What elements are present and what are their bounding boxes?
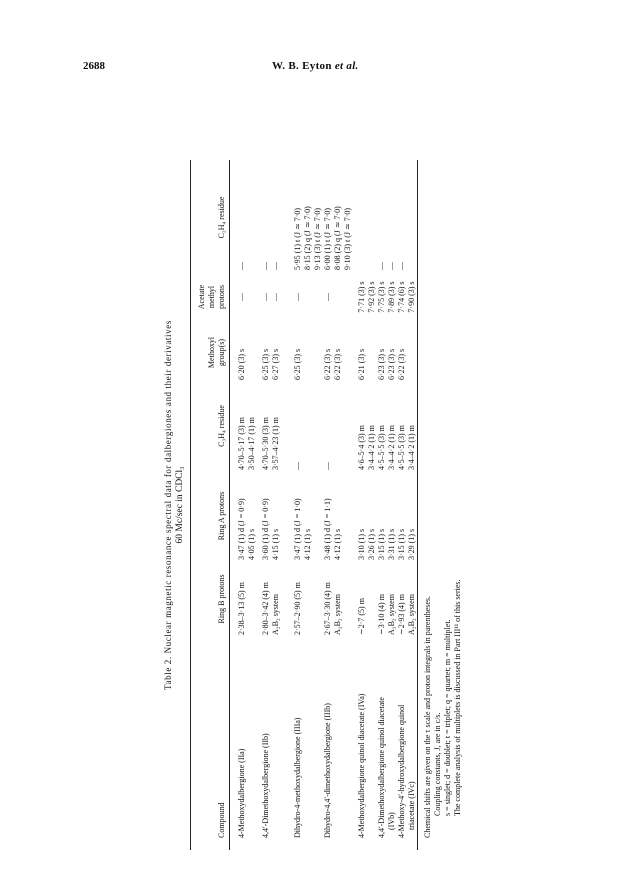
table-cell-compound: [293, 638, 303, 838]
column-header-line: Ring A protons: [217, 491, 226, 541]
column-header-line: Ring B protons: [217, 574, 226, 624]
table-cell-ring-b: [237, 563, 247, 635]
cell-line: —: [271, 293, 280, 301]
table-cell-c2h4: [323, 165, 353, 270]
table-cell-c3h4: [261, 382, 281, 470]
table-title: Table 2. Nuclear magnetic resonance spectral data for dalbergiones and their derivatives: [163, 320, 173, 690]
column-header-line: group(s): [217, 338, 226, 367]
cell-line: 7·92 (3) s: [367, 281, 376, 313]
cell-line: Dihydro-4,4′-dimethoxydalbergione (IIIb): [323, 703, 332, 838]
cell-line: —: [397, 262, 406, 270]
table-cell-ring-b: [377, 563, 397, 635]
cell-line: 4,4′-Dimethoxydalbergione (IIb): [261, 733, 270, 838]
column-header-line: C₂H₄ residue: [217, 196, 226, 239]
cell-line: 7·75 (3) s: [377, 281, 386, 313]
table-cell-acetate: [357, 272, 377, 322]
table-cell-c2h4: [261, 165, 281, 270]
cell-line: 6·25 (3) s: [261, 348, 270, 380]
column-header-acetate: [193, 272, 227, 322]
cell-line: ∼3·10 (4) m: [377, 594, 386, 635]
table-cell-ring-b: [293, 563, 303, 635]
page-number: 2688: [83, 60, 105, 72]
cell-line: 3·29 (1) s: [407, 528, 416, 560]
table-cell-compound: [237, 638, 247, 838]
cell-line: 6·23 (3) s: [387, 348, 396, 380]
footnote-line: s = singlet; d = doublet; t = triplet; q = quartet; m = multiplet.: [443, 619, 452, 816]
table-cell-acetate: [261, 272, 281, 322]
cell-line: 4·05 (1) s: [247, 528, 256, 560]
cell-line: 9·13 (3) t (J ≃ 7·0): [313, 207, 322, 270]
running-head: [272, 60, 359, 72]
footnote-line: Coupling constants, J, are in c/s.: [433, 712, 442, 816]
cell-line: Dihydro-4-methoxydalbergione (IIIa): [293, 717, 302, 838]
cell-line: 2·67–3·30 (4) m: [323, 582, 332, 635]
cell-line: 3·10 (1) s: [357, 528, 366, 560]
table-bottom-rule: [417, 160, 418, 850]
cell-line: 6·00 (1) t (J ≃ 7·0): [323, 207, 332, 270]
column-header-c2h4: [193, 165, 227, 270]
table-cell-methoxyl: [237, 325, 247, 380]
table-cell-ring-b: [323, 563, 343, 635]
table-cell-c3h4: [397, 382, 417, 470]
cell-line: 9·10 (3) t (J ≃ 7·0): [343, 207, 352, 270]
nmr-table: [145, 160, 475, 850]
cell-line: —: [261, 262, 270, 270]
cell-line: 3·26 (1) s: [367, 528, 376, 560]
table-cell-ring-b: [261, 563, 281, 635]
table-cell-acetate: [323, 272, 333, 322]
table-cell-compound: [397, 638, 417, 838]
cell-line: 3·31 (1) s: [387, 528, 396, 560]
cell-line: (IVb): [387, 812, 396, 830]
table-cell-ring-a: [397, 472, 417, 560]
cell-line: —: [323, 293, 332, 301]
table-cell-acetate: [237, 272, 247, 322]
cell-line: 6·22 (3) s: [323, 348, 332, 380]
cell-line: 3·15 (1) s: [397, 528, 406, 560]
cell-line: 4-Methoxy-4′-hydroxydalbergione quinol: [397, 704, 406, 838]
cell-line: —: [293, 462, 302, 470]
table-cell-ring-a: [261, 472, 281, 560]
table-cell-c2h4: [293, 165, 323, 270]
cell-line: 3·50–4·17 (1) m: [247, 417, 256, 470]
table-header-rule: [229, 160, 230, 850]
table-cell-methoxyl: [293, 325, 303, 380]
table-cell-acetate: [377, 272, 397, 322]
cell-line: 3·4–4·2 (1) m: [387, 425, 396, 470]
table-cell-c3h4: [323, 382, 333, 470]
table-cell-c3h4: [237, 382, 257, 470]
cell-line: 7·74 (6) s: [397, 281, 406, 313]
table-top-rule: [190, 160, 191, 850]
cell-line: —: [237, 262, 246, 270]
table-cell-c2h4: [377, 165, 397, 270]
cell-line: A₂B₂ system: [407, 594, 416, 635]
cell-line: 3·15 (1) s: [377, 528, 386, 560]
cell-line: 2·38–3·13 (5) m: [237, 582, 246, 635]
running-head-et-al: et al.: [334, 60, 359, 72]
cell-line: 2·57–2·90 (5) m: [293, 582, 302, 635]
table-cell-compound: [323, 638, 333, 838]
column-header-c3h4: [193, 382, 227, 470]
cell-line: 3·4–4·2 (1) m: [407, 425, 416, 470]
table-cell-compound: [377, 638, 397, 838]
cell-line: 6·22 (3) s: [333, 348, 342, 380]
cell-line: 4·70–5·30 (3) m: [261, 417, 270, 470]
cell-line: 7·90 (3) s: [407, 281, 416, 313]
cell-line: A₂B₂ system: [271, 594, 280, 635]
column-header-line: methyl: [207, 285, 216, 309]
cell-line: 4·5–5·5 (3) m: [377, 425, 386, 470]
column-header-line: Acetate: [197, 284, 206, 310]
cell-line: 3·47 (1) d (J = 1·0): [293, 498, 302, 560]
table-cell-acetate: [397, 272, 417, 322]
column-header-line: Methoxyl: [207, 336, 216, 369]
column-header-line: Compound: [217, 802, 226, 838]
cell-line: 4·5–5·5 (3) m: [397, 425, 406, 470]
cell-line: 3·4–4·2 (1) m: [367, 425, 376, 470]
cell-line: 7·71 (3) s: [357, 281, 366, 313]
cell-line: —: [261, 293, 270, 301]
cell-line: —: [293, 293, 302, 301]
table-cell-methoxyl: [397, 325, 407, 380]
cell-line: —: [387, 262, 396, 270]
cell-line: 3·60 (1) d (J = 0·9): [261, 498, 270, 560]
cell-line: ∼2·7 (5) m: [357, 598, 366, 635]
table-cell-ring-a: [377, 472, 397, 560]
cell-line: 6·20 (3) s: [237, 348, 246, 380]
cell-line: ∼2·93 (4) m: [397, 594, 406, 635]
table-cell-c3h4: [293, 382, 303, 470]
table-cell-ring-b: [397, 563, 417, 635]
cell-line: 4·12 (1) s: [333, 528, 342, 560]
rotated-table-region: [145, 160, 475, 850]
table-cell-ring-b: [357, 563, 367, 635]
table-cell-compound: [357, 638, 367, 838]
cell-line: 4-Methoxydalbergione quinol diacetate (IVa): [357, 693, 366, 838]
table-cell-ring-a: [293, 472, 313, 560]
column-header-compound: [193, 638, 227, 838]
cell-line: 8·15 (2) q (J ≃ 7·0): [303, 206, 312, 270]
table-cell-acetate: [293, 272, 303, 322]
table-cell-methoxyl: [357, 325, 367, 380]
cell-line: —: [377, 262, 386, 270]
table-cell-ring-a: [323, 472, 343, 560]
table-cell-c3h4: [357, 382, 377, 470]
cell-line: 4·15 (1) s: [271, 528, 280, 560]
cell-line: 4-Methoxydalbergione (IIa): [237, 748, 246, 838]
running-head-authors: W. B. Eyton: [272, 60, 332, 72]
cell-line: 3·47 (1) d (J = 0·9): [237, 498, 246, 560]
footnote-line: The complete analysis of multiplets is discussed in Part III¹¹ of this series.: [453, 579, 462, 816]
table-cell-c2h4: [237, 165, 247, 270]
cell-line: 6·25 (3) s: [293, 348, 302, 380]
column-header-ring-a: [193, 472, 227, 560]
table-cell-methoxyl: [323, 325, 343, 380]
cell-line: —: [237, 293, 246, 301]
cell-line: 3·48 (1) d (J = 1·1): [323, 498, 332, 560]
cell-line: A₂B₂ system: [333, 594, 342, 635]
table-cell-compound: [261, 638, 271, 838]
cell-line: —: [271, 262, 280, 270]
table-cell-c2h4: [397, 165, 407, 270]
cell-line: 4·6–5·4 (3) m: [357, 425, 366, 470]
column-header-methoxyl: [193, 325, 227, 380]
cell-line: 7·89 (3) s: [387, 281, 396, 313]
cell-line: triacetate (IVc): [407, 781, 416, 830]
cell-line: 8·08 (2) q (J ≃ 7·0): [333, 206, 342, 270]
table-subtitle: 60 Mc/sec in CDCl₃: [175, 466, 185, 544]
table-footnotes: [423, 579, 463, 838]
table-cell-methoxyl: [261, 325, 281, 380]
column-header-line: protons: [217, 285, 226, 309]
cell-line: 2·80–3·42 (4) m: [261, 582, 270, 635]
table-cell-ring-a: [357, 472, 377, 560]
footnote-line: Chemical shifts are given on the τ scale and proton integrals in parentheses.: [423, 595, 432, 838]
cell-line: 4,4′-Dimethoxydalbergione quinol diacetate: [377, 697, 386, 838]
cell-line: A₂B₂ system: [387, 594, 396, 635]
cell-line: 6·21 (3) s: [357, 348, 366, 380]
cell-line: 4·70–5·17 (3) m: [237, 417, 246, 470]
cell-line: 3·57–4·23 (1) m: [271, 417, 280, 470]
cell-line: 4·12 (1) s: [303, 528, 312, 560]
column-header-ring-b: [193, 563, 227, 635]
cell-line: —: [323, 462, 332, 470]
column-header-line: C₃H₄ residue: [217, 405, 226, 447]
cell-line: 6·27 (3) s: [271, 348, 280, 380]
table-cell-ring-a: [237, 472, 257, 560]
cell-line: 6·22 (3) s: [397, 348, 406, 380]
cell-line: 5·95 (1) t (J ≃ 7·0): [293, 207, 302, 270]
cell-line: 6·23 (3) s: [377, 348, 386, 380]
table-cell-c3h4: [377, 382, 397, 470]
table-cell-methoxyl: [377, 325, 397, 380]
